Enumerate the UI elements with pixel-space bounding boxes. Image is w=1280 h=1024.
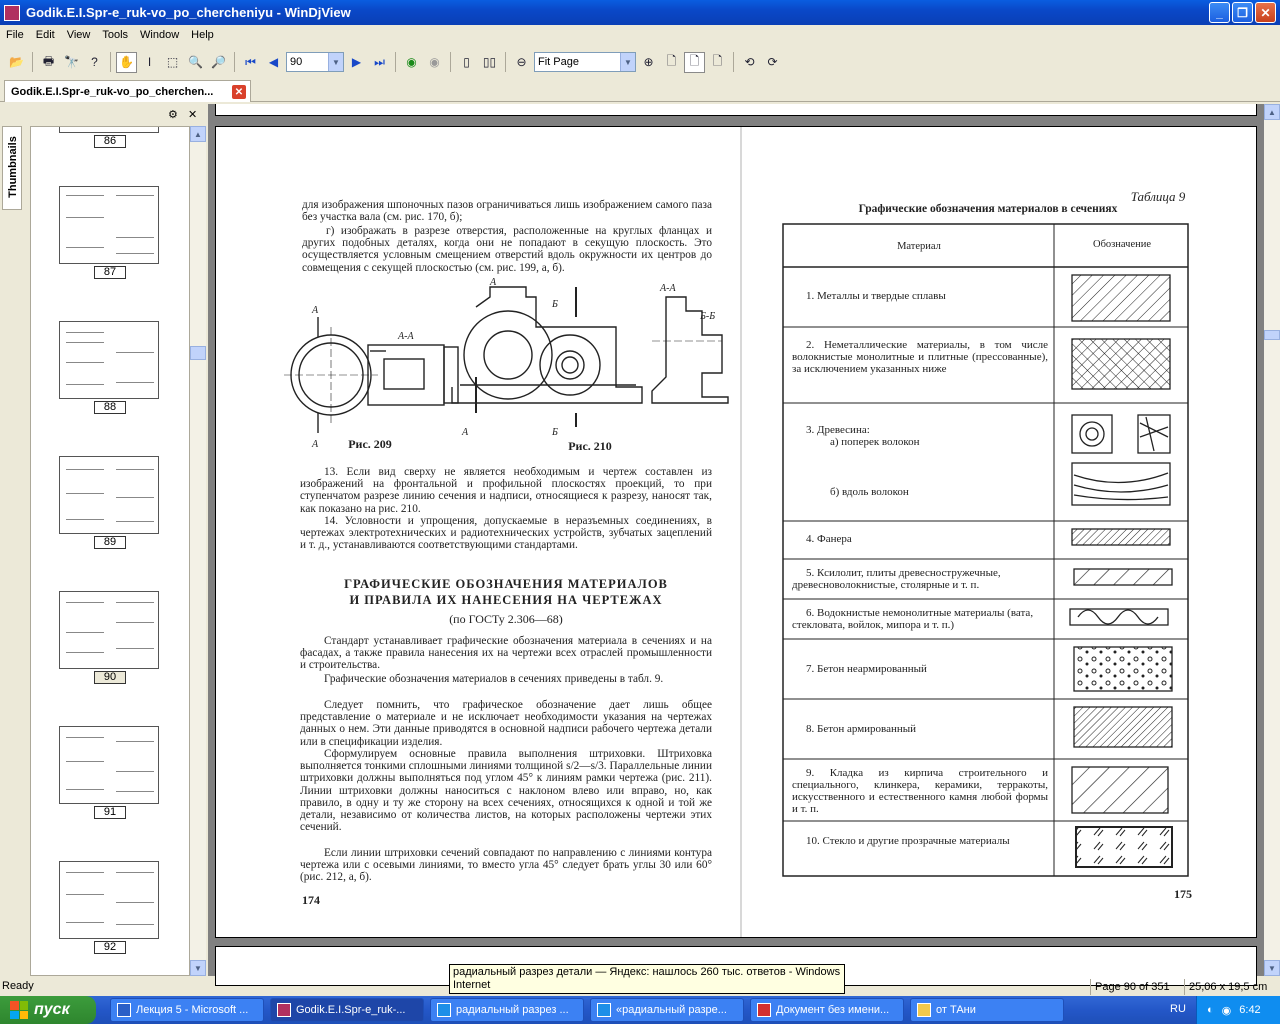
taskbar-button-document[interactable] (750, 998, 904, 1022)
label-bb: Б-Б (700, 311, 716, 322)
tray-app-icon[interactable]: ◉ (1221, 1004, 1232, 1017)
thumbnail-87[interactable] (59, 186, 161, 279)
scroll-up-icon[interactable]: ▲ (190, 126, 206, 142)
folder-icon (917, 1003, 931, 1017)
table-row-2: 2. Неметаллические материалы, в том числе волокнистые монолитные и плитные (прессованные), за исключением указанных ниже (792, 339, 1048, 375)
thumbnail-label: 92 (94, 941, 126, 954)
first-page-icon[interactable]: ⏮ (245, 54, 256, 69)
thumbnail-page[interactable] (59, 456, 159, 534)
paragraph: Сформулируем основные правила выполнения штриховки. Штриховка выполняется тонкими сплошными линиями толщиной s/2—s/3. Параллельные линии штриховки должны выполняться под углом 45° к линиям рамки чертежа (рис. 211). Линии штриховки должны наноситься с наклоном влево или вправо, но, как правило, в одну и ту же сторону на всех сечениях, относящихся к одной и той же детали, независимо от количества листов, на которых расположены чертежи этих сечений. (300, 748, 712, 834)
find-icon[interactable]: 🔭 (64, 55, 79, 69)
page-number-value: 90 (290, 56, 303, 68)
rotate-left-icon[interactable]: ⟲ (744, 55, 755, 69)
close-button[interactable]: ✕ (1255, 2, 1276, 23)
table-row-8: 8. Бетон армированный (806, 723, 917, 735)
figure-caption-209: Рис. 209 (348, 437, 392, 451)
thumbnail-label: 89 (94, 536, 126, 549)
paragraph: г) изображать в разрезе отверстия, расположенные на круглых фланцах и других подобных деталях, когда они не попадают в секущую плоскость. Это осуществляется условным смещением отверстий вдоль окружности их центров до совмещения с секущей плоскостью (см. рис. 199, а, б). (302, 225, 712, 274)
next-page-icon[interactable]: ▶ (351, 55, 362, 69)
close-tab-icon[interactable]: ✕ (232, 85, 246, 99)
taskbar-button-ie1[interactable] (430, 998, 584, 1022)
toolbar (0, 48, 1280, 76)
prev-page-icon[interactable]: ◀ (268, 55, 279, 69)
start-label: пуск (34, 1001, 70, 1018)
page-number-left: 174 (302, 893, 320, 907)
thumbnail-91[interactable] (59, 726, 161, 819)
taskbar-button-label: «радиальный разре... (616, 1004, 727, 1016)
window-title: Godik.E.I.Spr-e_ruk-vo_po_chercheniyu - WinDjView (26, 5, 351, 20)
fit-page-icon[interactable]: 🗋 (666, 53, 677, 68)
thumbnail-88[interactable] (59, 321, 161, 414)
document-tab[interactable] (4, 80, 251, 102)
document-tab-label: Godik.E.I.Spr-e_ruk-vo_po_cherchen... (11, 85, 214, 98)
zoom-in-icon[interactable]: ⊕ (643, 55, 654, 69)
maximize-button[interactable]: ❐ (1232, 2, 1253, 23)
taskbar (0, 996, 1280, 1024)
menu-view[interactable]: View (66, 29, 91, 41)
page-number-right: 175 (1174, 887, 1192, 901)
paragraph: 14. Условности и упрощения, допускаемые в неразъемных соединениях, в чертежах электротехнических и радиотехнических устройств, зубчатых зацеплений и т. д., устанавливаются соответствующими стандартами. (300, 515, 712, 552)
back-icon[interactable]: ◉ (406, 55, 417, 69)
scroll-down-icon[interactable]: ▼ (1264, 960, 1280, 976)
zoom-combo[interactable] (534, 52, 636, 72)
table-row-9: 9. Кладка из кирпича строительного и специального, клинкера, керамики, терракоты, искусственного и естественного камня любой формы и т. п. (792, 767, 1048, 815)
section-heading-line2: И ПРАВИЛА ИХ НАНЕСЕНИЯ НА ЧЕРТЕЖАХ (349, 593, 663, 607)
thumbnail-label-selected: 90 (94, 671, 126, 684)
document-icon (757, 1003, 771, 1017)
label-a-fig210-bottom: А (462, 427, 469, 438)
table-row-1: 1. Металлы и твердые сплавы (806, 290, 946, 302)
paragraph: Стандарт устанавливает графические обозначения материала в сечениях и на фасадах, а также правила нанесения их на чертежи всех отраслей промышленности и строительства. (300, 635, 712, 672)
taskbar-button-ie2[interactable] (590, 998, 744, 1022)
taskbar-button-word[interactable] (110, 998, 264, 1022)
status-page: Page 90 of 351 (1090, 979, 1174, 995)
table-row-5: 5. Ксилолит, плиты древесностружечные, древесноволокнистые, столярные и т. п. (792, 567, 1001, 591)
page-number-combo[interactable] (286, 52, 344, 72)
scroll-up-icon[interactable]: ▲ (1264, 104, 1280, 120)
help-icon[interactable]: ? (91, 55, 98, 69)
paragraph: 13. Если вид сверху не является необходимым и чертеж составлен из изображений на фронтальной и профильной плоскостях проекций, то при ступенчатом разрезе линию сечения и надписи, относящиеся к разрезу, наносят так, как показано на рис. 210. (300, 466, 712, 515)
section-heading-line1: ГРАФИЧЕСКИЕ ОБОЗНАЧЕНИЯ МАТЕРИАЛОВ (344, 577, 668, 591)
print-icon[interactable]: 🖶 (42, 53, 55, 68)
thumbnail-page[interactable] (59, 591, 159, 669)
label-aa-fig210: А-А (660, 283, 676, 294)
label-b: Б (552, 299, 558, 310)
taskbar-button-windjview[interactable] (270, 998, 424, 1022)
document-view[interactable] (208, 104, 1264, 976)
status-ready: Ready (2, 980, 34, 992)
document-tab-bar (0, 78, 1280, 102)
table-row-6: 6. Водокнистые немонолитные материалы (вата, стекловата, войлок, мипора и т. п.) (792, 607, 1034, 631)
scroll-down-icon[interactable]: ▼ (190, 960, 206, 976)
fit-width-icon[interactable]: 🗋 (684, 52, 705, 73)
previous-page-edge (215, 104, 1257, 116)
taskbar-button-label: Документ без имени... (776, 1004, 890, 1016)
menu-bar (0, 26, 1280, 44)
thumbnail-label: 87 (94, 266, 126, 279)
document-page[interactable] (215, 126, 1257, 938)
thumbnail-label: 91 (94, 806, 126, 819)
scroll-thumb[interactable] (190, 346, 206, 360)
thumbnails-scrollbar[interactable] (190, 126, 206, 976)
internet-explorer-icon (597, 1003, 611, 1017)
select-tool-icon[interactable]: I (147, 55, 152, 69)
thumbnail-page[interactable] (59, 186, 159, 264)
actual-size-icon[interactable]: 🗋 (712, 53, 723, 68)
thumbnail-page[interactable] (59, 126, 159, 133)
thumbnail-92[interactable] (59, 861, 161, 954)
scroll-thumb[interactable] (1264, 330, 1280, 340)
last-page-icon[interactable]: ⏭ (374, 54, 385, 69)
language-indicator[interactable]: RU (1170, 1003, 1186, 1015)
clock: 6:42 (1239, 1004, 1261, 1016)
menu-help[interactable]: Help (191, 29, 214, 41)
table-header-material: Материал (897, 241, 941, 252)
minimize-button[interactable]: _ (1209, 2, 1230, 23)
page-gutter (740, 127, 742, 938)
menu-tools[interactable]: Tools (102, 29, 129, 41)
forward-icon[interactable]: ◉ (429, 55, 440, 69)
status-size: 25,06 x 19,5 cm (1184, 979, 1278, 995)
table-row-3: 3. Древесина: (806, 424, 870, 436)
thumbnails-header (26, 104, 206, 126)
thumbnail-label: 86 (94, 135, 126, 148)
app-icon (4, 5, 20, 21)
document-scrollbar[interactable] (1264, 104, 1280, 976)
chevron-down-icon[interactable]: ▼ (620, 53, 635, 71)
rect-select-icon[interactable]: ⬚ (166, 55, 179, 69)
table-number: Таблица 9 (1130, 189, 1186, 204)
table-header-designation: Обозначение (1092, 239, 1152, 250)
hand-tool-icon[interactable]: ✋ (116, 52, 137, 73)
single-page-icon[interactable]: ▯ (463, 55, 470, 69)
menu-window[interactable]: Window (140, 29, 180, 41)
open-folder-icon[interactable]: 📂 (9, 55, 24, 69)
system-tray (1196, 996, 1280, 1024)
two-page-icon[interactable]: ▯▯ (482, 55, 497, 69)
table-row-7: 7. Бетон неармированный (806, 663, 927, 675)
label-a-bottom: А (312, 439, 319, 450)
taskbar-button-label: Godik.E.I.Spr-e_ruk-... (296, 1004, 406, 1016)
zoom-out-icon[interactable]: ⊖ (516, 55, 527, 69)
table-row-3b: б) вдоль волокон (830, 486, 909, 498)
thumbnails-list[interactable] (30, 126, 190, 976)
label-b-bottom: Б (552, 427, 558, 438)
thumbnail-90[interactable] (59, 591, 161, 684)
start-button[interactable] (0, 996, 96, 1024)
chevron-down-icon[interactable]: ▼ (328, 53, 343, 71)
menu-edit[interactable]: Edit (35, 29, 55, 41)
paragraph: Если линии штриховки сечений совпадают по направлению с линиями контура чертежа или с осевыми линиями, то вместо угла 45° следует брать углы 30 или 60° (рис. 212, а, б). (300, 847, 712, 884)
windjview-icon (277, 1003, 291, 1017)
label-a-top: А (312, 305, 319, 316)
figure-caption-210: Рис. 210 (568, 439, 612, 453)
thumbnail-89[interactable] (59, 456, 161, 549)
zoom-tool-icon[interactable]: 🔍 (188, 55, 203, 69)
table-row-4: 4. Фанера (806, 533, 852, 545)
menu-file[interactable]: File (6, 29, 24, 41)
gear-icon[interactable]: ⚙ (168, 109, 178, 121)
network-icon[interactable]: ◐ (1207, 1004, 1214, 1016)
label-aa: А-А (398, 331, 414, 342)
close-icon[interactable]: ✕ (188, 109, 198, 121)
label-a-fig210: А (490, 277, 497, 288)
zoom-value: Fit Page (538, 56, 579, 68)
table-title: Графические обозначения материалов в сечениях (858, 203, 1118, 215)
paragraph: для изображения шпоночных пазов ограничиваться лишь изображением самого паза без участка вала (см. рис. 170, б); (302, 199, 712, 224)
thumbnail-page[interactable] (59, 861, 159, 939)
title-bar[interactable] (0, 0, 1280, 25)
taskbar-button-label: Лекция 5 - Microsoft ... (136, 1004, 249, 1016)
thumbnails-side-tab[interactable] (2, 126, 22, 210)
figures-209-210 (276, 277, 746, 457)
internet-explorer-icon (437, 1003, 451, 1017)
taskbar-button-label: от ТАни (936, 1004, 976, 1016)
windows-flag-icon (10, 1001, 28, 1019)
taskbar-button-folder[interactable] (910, 998, 1064, 1022)
word-icon (117, 1003, 131, 1017)
taskbar-button-label: радиальный разрез ... (456, 1004, 569, 1016)
table-row-10: 10. Стекло и другие прозрачные материалы (806, 835, 1010, 847)
thumbnails-side-tab-label: Thumbnails (7, 136, 19, 198)
section-subheading: (по ГОСТу 2.306—68) (449, 612, 563, 626)
thumbnail-label: 88 (94, 401, 126, 414)
thumbnail-86[interactable] (59, 126, 161, 148)
paragraph: Следует помнить, что графическое обозначение дает лишь общее представление о материале и не исключает необходимости указания на чертежах данных о нем. Эти данные приводятся в основной надписи рабочего чертежа детали или в спецификации изделия. (300, 699, 712, 748)
taskbar-tooltip: радиальный разрез детали — Яндекс: нашлось 260 тыс. ответов - Windows Internet (449, 964, 845, 994)
zoom-rect-icon[interactable]: 🔎 (211, 55, 226, 69)
thumbnail-page[interactable] (59, 726, 159, 804)
table-row-3a: а) поперек волокон (830, 436, 920, 448)
thumbnails-panel (26, 104, 206, 976)
paragraph: Графические обозначения материалов в сечениях приведены в табл. 9. (324, 673, 664, 685)
rotate-right-icon[interactable]: ⟳ (767, 55, 778, 69)
thumbnail-page[interactable] (59, 321, 159, 399)
